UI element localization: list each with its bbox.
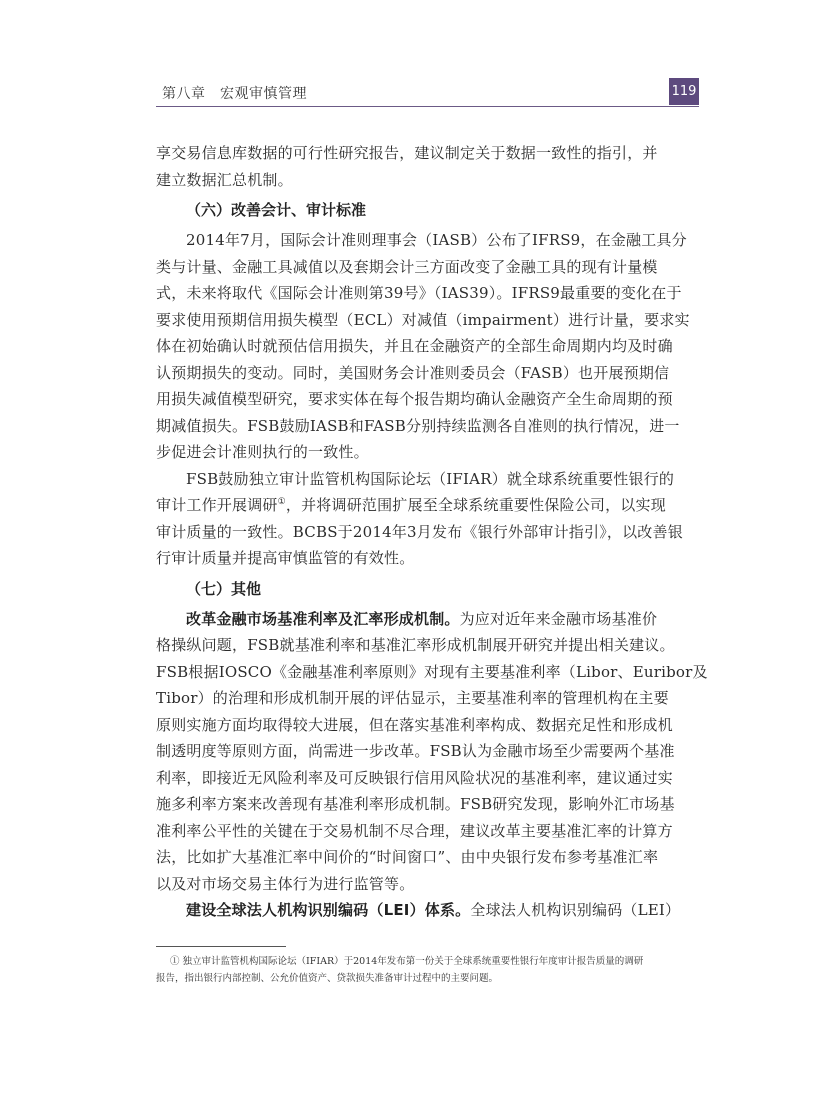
text-line: 认预期损失的变动。同时，美国财务会计准则委员会（FASB）也开展预期信 [156, 363, 670, 382]
text-line: 期减值损失。FSB鼓励IASB和FASB分别持续监测各自准则的执行情况，进一 [156, 416, 680, 435]
footnote-line: 报告，指出银行内部控制、公允价值资产、贷款损失准备审计过程中的主要问题。 [156, 973, 499, 984]
text-line: 格操纵问题，FSB就基准利率和基准汇率形成机制展开研究并提出相关建议。 [156, 636, 675, 654]
text-line: 建立数据汇总机制。 [156, 170, 293, 189]
paragraph-benchmark-rates [156, 606, 708, 898]
text-line: 行审计质量并提高审慎监管的有效性。 [156, 549, 415, 567]
paragraph-ifiar [156, 466, 701, 572]
text-segment: 全球法人机构识别编码（LEI） [470, 901, 681, 919]
text-line: 要求使用预期信用损失模型（ECL）对减值（impairment）进行计量，要求实 [156, 310, 690, 329]
running-header [156, 78, 699, 107]
text-segment: ，并将调研范围扩展至全球系统重要性保险公司，以实现 [285, 496, 666, 514]
text-line: FSB鼓励独立审计监管机构国际论坛（IFIAR）就全球系统重要性银行的 [186, 469, 675, 488]
paragraph-lei [156, 897, 701, 924]
text-line [156, 492, 701, 519]
paragraph-ifrs9 [156, 227, 701, 466]
text-line: 利率，即接近无风险利率及可反映银行信用风险状况的基准利率，建议通过实 [156, 768, 673, 787]
footnote-divider [156, 946, 286, 947]
text-line: 用损失减值模型研究，要求实体在每个报告期均确认金融资产全生命周期的预 [156, 390, 673, 408]
text-line: FSB根据IOSCO《金融基准利率原则》对现有主要基准利率（Libor、Euribor及 [156, 662, 708, 681]
text-line: 原则实施方面均取得较大进展，但在落实基准利率构成、数据充足性和形成机 [156, 715, 673, 734]
footnote [156, 953, 701, 987]
chapter-title: 第八章 宏观审慎管理 [162, 86, 307, 102]
text-line: 审计质量的一致性。BCBS于2014年3月发布《银行外部审计指引》，以改善银 [156, 522, 683, 541]
text-segment: 为应对近年来金融市场基准价 [459, 609, 658, 628]
page-number: 119 [669, 78, 699, 105]
text-line: 享交易信息库数据的可行性研究报告，建议制定关于数据一致性的指引，并 [156, 144, 658, 162]
text-line: 式，未来将取代《国际会计准则第39号》（IAS39）。IFRS9最重要的变化在于 [156, 284, 682, 302]
bold-lead: 改革金融市场基准利率及汇率形成机制。 [186, 609, 460, 628]
footnote-marker[interactable]: ① [277, 497, 286, 507]
page-body [156, 140, 708, 924]
text-line: 施多利率方案来改善现有基准利率形成机制。FSB研究发现，影响外汇市场基 [156, 795, 675, 813]
text-line: 步促进会计准则执行的一致性。 [156, 443, 369, 461]
text-line: 法，比如扩大基准汇率中间价的“时间窗口”、由中央银行发布参考基准汇率 [156, 848, 659, 866]
text-line [156, 606, 701, 633]
text-line [156, 897, 701, 924]
text-segment: 审计工作开展调研 [156, 496, 278, 514]
text-line: 类与计量、金融工具减值以及套期会计三方面改变了金融工具的现有计量模 [156, 257, 658, 276]
text-line: 制透明度等原则方面，尚需进一步改革。FSB认为金融市场至少需要两个基准 [156, 742, 675, 760]
paragraph-continuation [156, 140, 701, 193]
section-heading-6: （六）改善会计、审计标准 [186, 201, 367, 219]
text-line: 以及对市场交易主体行为进行监管等。 [156, 874, 415, 893]
text-line: 体在初始确认时就预估信用损失，并且在金融资产的全部生命周期内均及时确 [156, 337, 673, 355]
bold-lead: 建设全球法人机构识别编码（LEI）体系。 [186, 901, 471, 919]
text-line: 准利率公平性的关键在于交易机制不尽合理，建议改革主要基准汇率的计算方 [156, 821, 673, 840]
text-line: Tibor）的治理和形成机制开展的评估显示，主要基准利率的管理机构在主要 [156, 689, 669, 707]
footnote-line: ① 独立审计监管机构国际论坛（IFIAR）于2014年发布第一份关于全球系统重要性银行年度审计报告质量的调研 [170, 956, 644, 967]
section-heading-7: （七）其他 [186, 579, 262, 598]
text-line: 2014年7月，国际会计准则理事会（IASB）公布了IFRS9，在金融工具分 [186, 231, 687, 249]
